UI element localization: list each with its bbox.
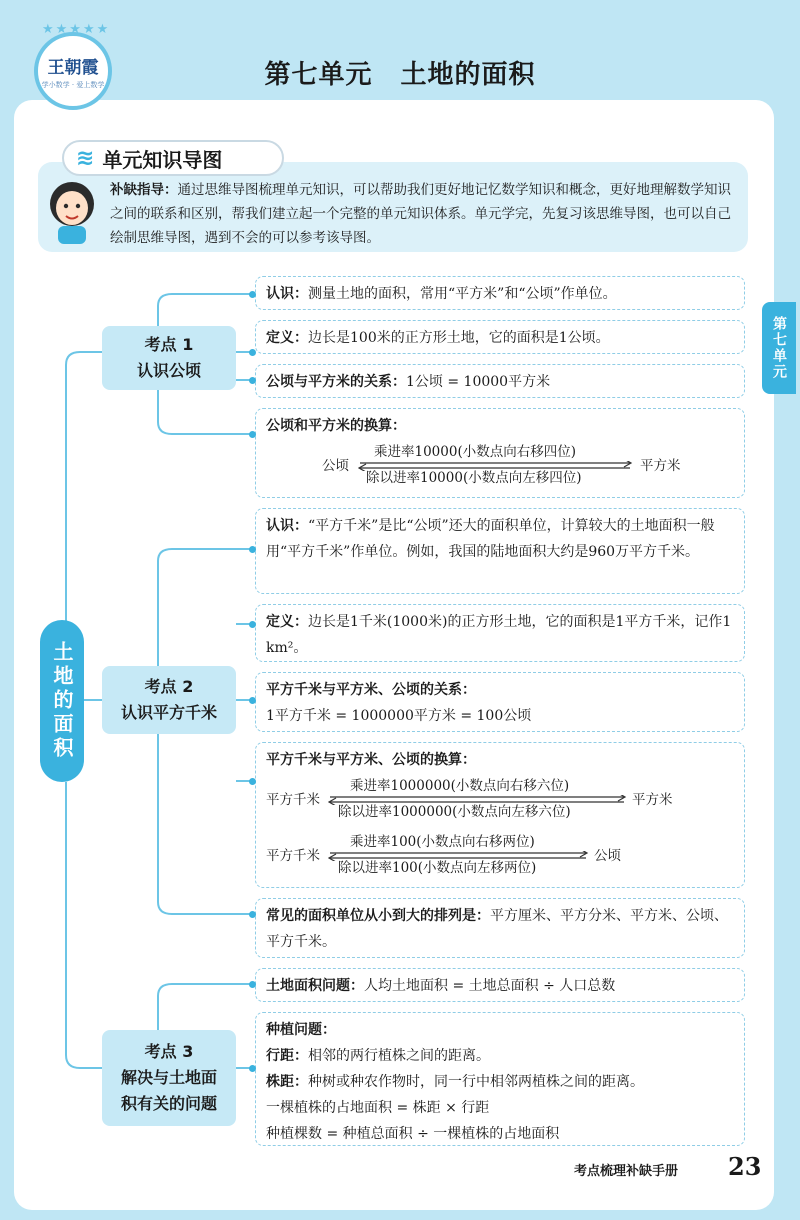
- topic-node-3: [102, 1030, 236, 1126]
- bullet-dot-icon: [249, 377, 256, 384]
- topic-3-subtitle-line1: 解决与土地面: [120, 1068, 217, 1087]
- kp2-a-to-unit: 平方米: [632, 792, 673, 808]
- kp2-convert-label: 平方千米与平方米、公顷的换算：: [266, 752, 476, 768]
- topic-node-2: [102, 666, 236, 734]
- kp3-plant-label: 种植问题：: [266, 1022, 336, 1038]
- footer-book-title: 考点梳理补缺手册: [574, 1164, 679, 1179]
- kp2-define-text: 边长是1千米(1000米)的正方形土地，它的面积是1平方千米，记作1 km²。: [266, 614, 732, 656]
- bullet-dot-icon: [249, 291, 256, 298]
- kp2-relation-text: 1平方千米 = 1000000平方米 = 100公顷: [266, 708, 532, 724]
- kp1-conversion-diagram: [266, 439, 734, 489]
- kp3-land-label: 土地面积问题：: [266, 978, 364, 994]
- kp3-row-text: 相邻的两行植株之间的距离。: [308, 1048, 490, 1064]
- kp1-multiply-rule: 乘进率10000(小数点向右移四位): [374, 444, 576, 460]
- kp3-formula-1: 一棵植株的占地面积 = 株距 × 行距: [266, 1100, 490, 1116]
- kp1-to-unit: 平方米: [640, 458, 681, 474]
- kp2-define-box: [255, 604, 745, 662]
- bullet-dot-icon: [249, 1065, 256, 1072]
- kp2-b-divide-rule: 除以进率100(小数点向左移两位): [338, 860, 537, 876]
- kp2-a-from-unit: 平方千米: [266, 792, 320, 808]
- kp3-plant-box: [255, 1012, 745, 1146]
- kp3-land-box: [255, 968, 745, 1002]
- logo-subtext: 学小数学 · 爱上数学: [41, 80, 105, 89]
- bullet-dot-icon: [249, 981, 256, 988]
- kp1-relation-text: 1公顷 = 10000平方米: [406, 374, 551, 390]
- bullet-dot-icon: [249, 546, 256, 553]
- kp2-conversion-diagram-b: [266, 829, 734, 879]
- kp3-row-label: 行距：: [266, 1048, 308, 1064]
- kp2-a-divide-rule: 除以进率1000000(小数点向左移六位): [338, 804, 571, 820]
- kp3-land-text: 人均土地面积 = 土地总面积 ÷ 人口总数: [364, 978, 616, 994]
- unit-number: 第七单元: [264, 60, 373, 90]
- topic-3-title: 考点 3: [144, 1042, 194, 1061]
- kp2-order-text: 平方厘米、平方分米、平方米、公顷、平方千米。: [266, 908, 728, 950]
- kp1-define-label: 定义：: [266, 330, 308, 346]
- bullet-dot-icon: [249, 431, 256, 438]
- kp1-divide-rule: 除以进率10000(小数点向左移四位): [366, 470, 582, 486]
- kp1-relation-label: 公顷与平方米的关系：: [266, 374, 406, 390]
- page-number: 23: [728, 1152, 762, 1181]
- topic-1-subtitle: 认识公顷: [136, 361, 201, 380]
- kp3-plant-spacing-text: 种树或种农作物时，同一行中相邻两植株之间的距离。: [308, 1074, 644, 1090]
- topic-node-1: [102, 326, 236, 390]
- topic-3-subtitle-line2: 积有关的问题: [120, 1094, 217, 1113]
- guide-body: 通过思维导图梳理单元知识，可以帮助我们更好地记忆数学知识和概念，更好地理解数学知识之间的联系和区别，帮我们建立起一个完整的单元知识体系。单元学完，先复习该思维导图，也可以自己绘制思维导图，遇到不会的可以参考该导图。: [110, 182, 731, 246]
- kp2-recognize-text: “平方千米”是比“公顷”还大的面积单位，计算较大的土地面积一般用“平方千米”作单位。例如，我国的陆地面积大约是960万平方千米。: [266, 518, 715, 560]
- guide-label: 补缺指导：: [110, 182, 178, 198]
- topic-2-subtitle: 认识平方千米: [120, 703, 217, 722]
- mindmap-root: 土地的面积: [40, 620, 84, 782]
- bullet-dot-icon: [249, 621, 256, 628]
- bullet-dot-icon: [249, 697, 256, 704]
- kp2-conversion-diagram-a: [266, 773, 734, 823]
- kp1-define-box: [255, 320, 745, 354]
- topic-1-title: 考点 1: [144, 335, 194, 354]
- kp1-convert-label: 公顷和平方米的换算：: [266, 418, 406, 434]
- unit-side-tab: 第七单元: [762, 302, 796, 394]
- kp2-recognize-box: [255, 508, 745, 594]
- kp1-convert-box: [255, 408, 745, 498]
- stars-icon: ★★★★★: [42, 22, 111, 37]
- topic-2-title: 考点 2: [144, 677, 194, 696]
- kp2-convert-box: [255, 742, 745, 888]
- kp2-relation-box: [255, 672, 745, 732]
- bullet-dot-icon: [249, 911, 256, 918]
- bullet-dot-icon: [249, 778, 256, 785]
- kp2-b-multiply-rule: 乘进率100(小数点向右移两位): [350, 834, 535, 850]
- kp2-order-box: [255, 898, 745, 958]
- kp2-relation-label: 平方千米与平方米、公顷的关系：: [266, 682, 476, 698]
- kp2-b-from-unit: 平方千米: [266, 848, 320, 864]
- kp2-recognize-label: 认识：: [266, 518, 308, 534]
- section-title: 单元知识导图: [102, 147, 223, 172]
- kp2-b-to-unit: 公顷: [594, 848, 621, 864]
- kp1-recognize-box: [255, 276, 745, 310]
- kp3-plant-spacing-label: 株距：: [266, 1074, 308, 1090]
- kp3-formula-2: 种植棵数 = 种植总面积 ÷ 一棵植株的占地面积: [266, 1126, 560, 1142]
- kp1-relation-box: [255, 364, 745, 398]
- kp1-recognize-label: 认识：: [266, 286, 308, 302]
- kp1-from-unit: 公顷: [322, 458, 349, 474]
- kp1-define-text: 边长是100米的正方形土地，它的面积是1公顷。: [308, 330, 610, 346]
- kp1-recognize-text: 测量土地的面积，常用“平方米”和“公顷”作单位。: [308, 286, 617, 302]
- kp2-a-multiply-rule: 乘进率1000000(小数点向右移六位): [350, 778, 570, 794]
- logo-text: 王朝霞: [47, 57, 99, 78]
- kp2-order-label: 常见的面积单位从小到大的排列是：: [266, 908, 490, 924]
- bullet-dot-icon: [249, 349, 256, 356]
- kp2-define-label: 定义：: [266, 614, 308, 630]
- waves-icon: ≋: [76, 145, 95, 171]
- unit-name: 土地的面积: [400, 60, 536, 90]
